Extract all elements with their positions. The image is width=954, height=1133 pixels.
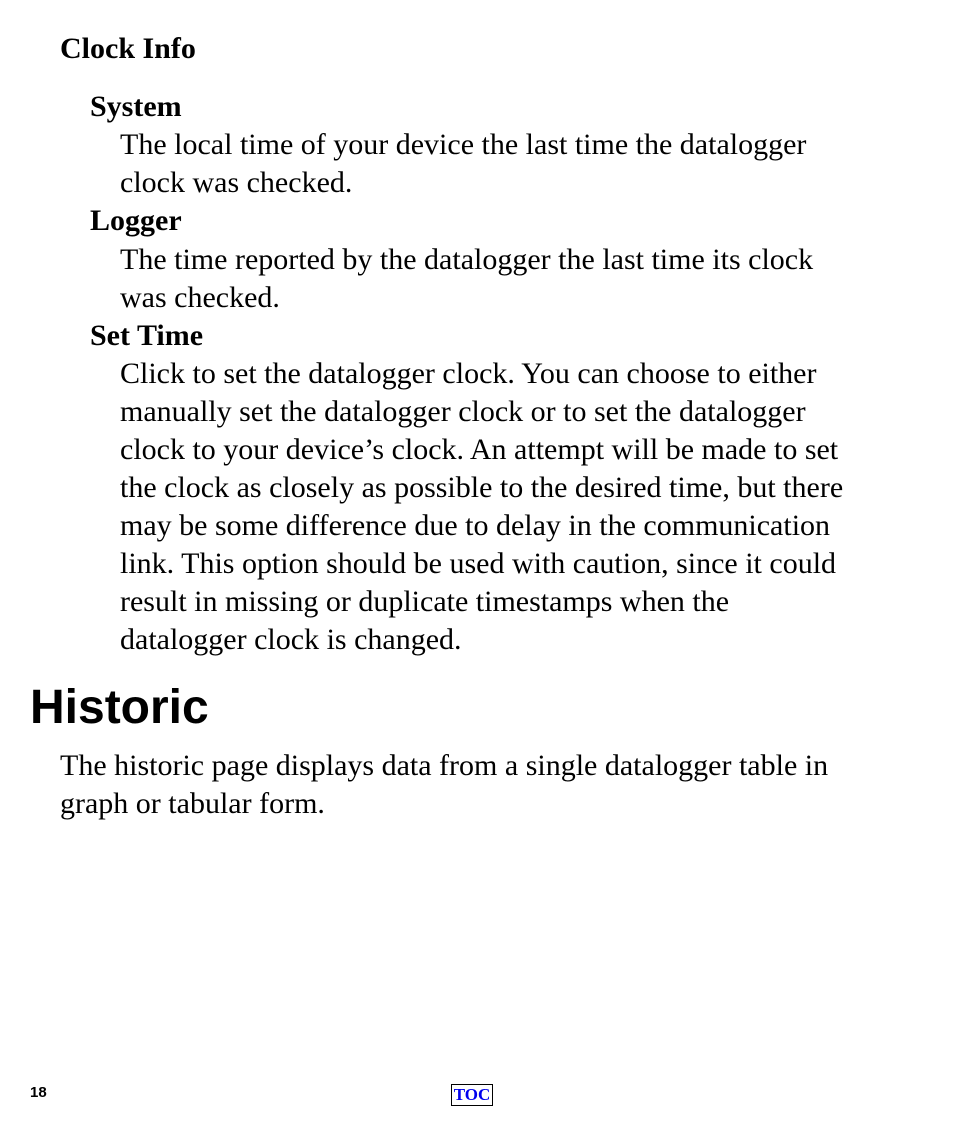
historic-description [60,747,940,823]
term-set-time: Set Time [90,319,204,352]
term-system: System [90,90,182,123]
definition-logger [120,241,940,317]
page-number: 18 [30,1084,47,1101]
definition-line: link. This option should be used with caution, since it could [120,547,837,580]
definition-line: The local time of your device the last time the datalogger [120,128,807,161]
body-line: The historic page displays data from a single datalogger table in [60,749,829,782]
term-logger: Logger [90,204,182,237]
definition-line: datalogger clock is changed. [120,623,462,656]
definition-set-time [120,355,940,659]
definition-line: clock was checked. [120,166,353,199]
definition-line: The time reported by the datalogger the last time its clock [120,243,814,276]
historic-heading: Historic [30,681,209,734]
definition-line: may be some difference due to delay in the communication [120,509,831,542]
clock-info-heading: Clock Info [60,32,196,65]
definition-line: was checked. [120,281,280,314]
body-line: graph or tabular form. [60,787,325,820]
toc-link[interactable]: TOC [451,1084,493,1106]
definition-line: Click to set the datalogger clock. You can choose to either [120,357,817,390]
definition-line: result in missing or duplicate timestamps when the [120,585,730,618]
definition-line: the clock as closely as possible to the desired time, but there [120,471,844,504]
definition-line: clock to your device’s clock. An attempt will be made to set [120,433,839,466]
definition-system [120,126,940,202]
definition-line: manually set the datalogger clock or to set the datalogger [120,395,806,428]
